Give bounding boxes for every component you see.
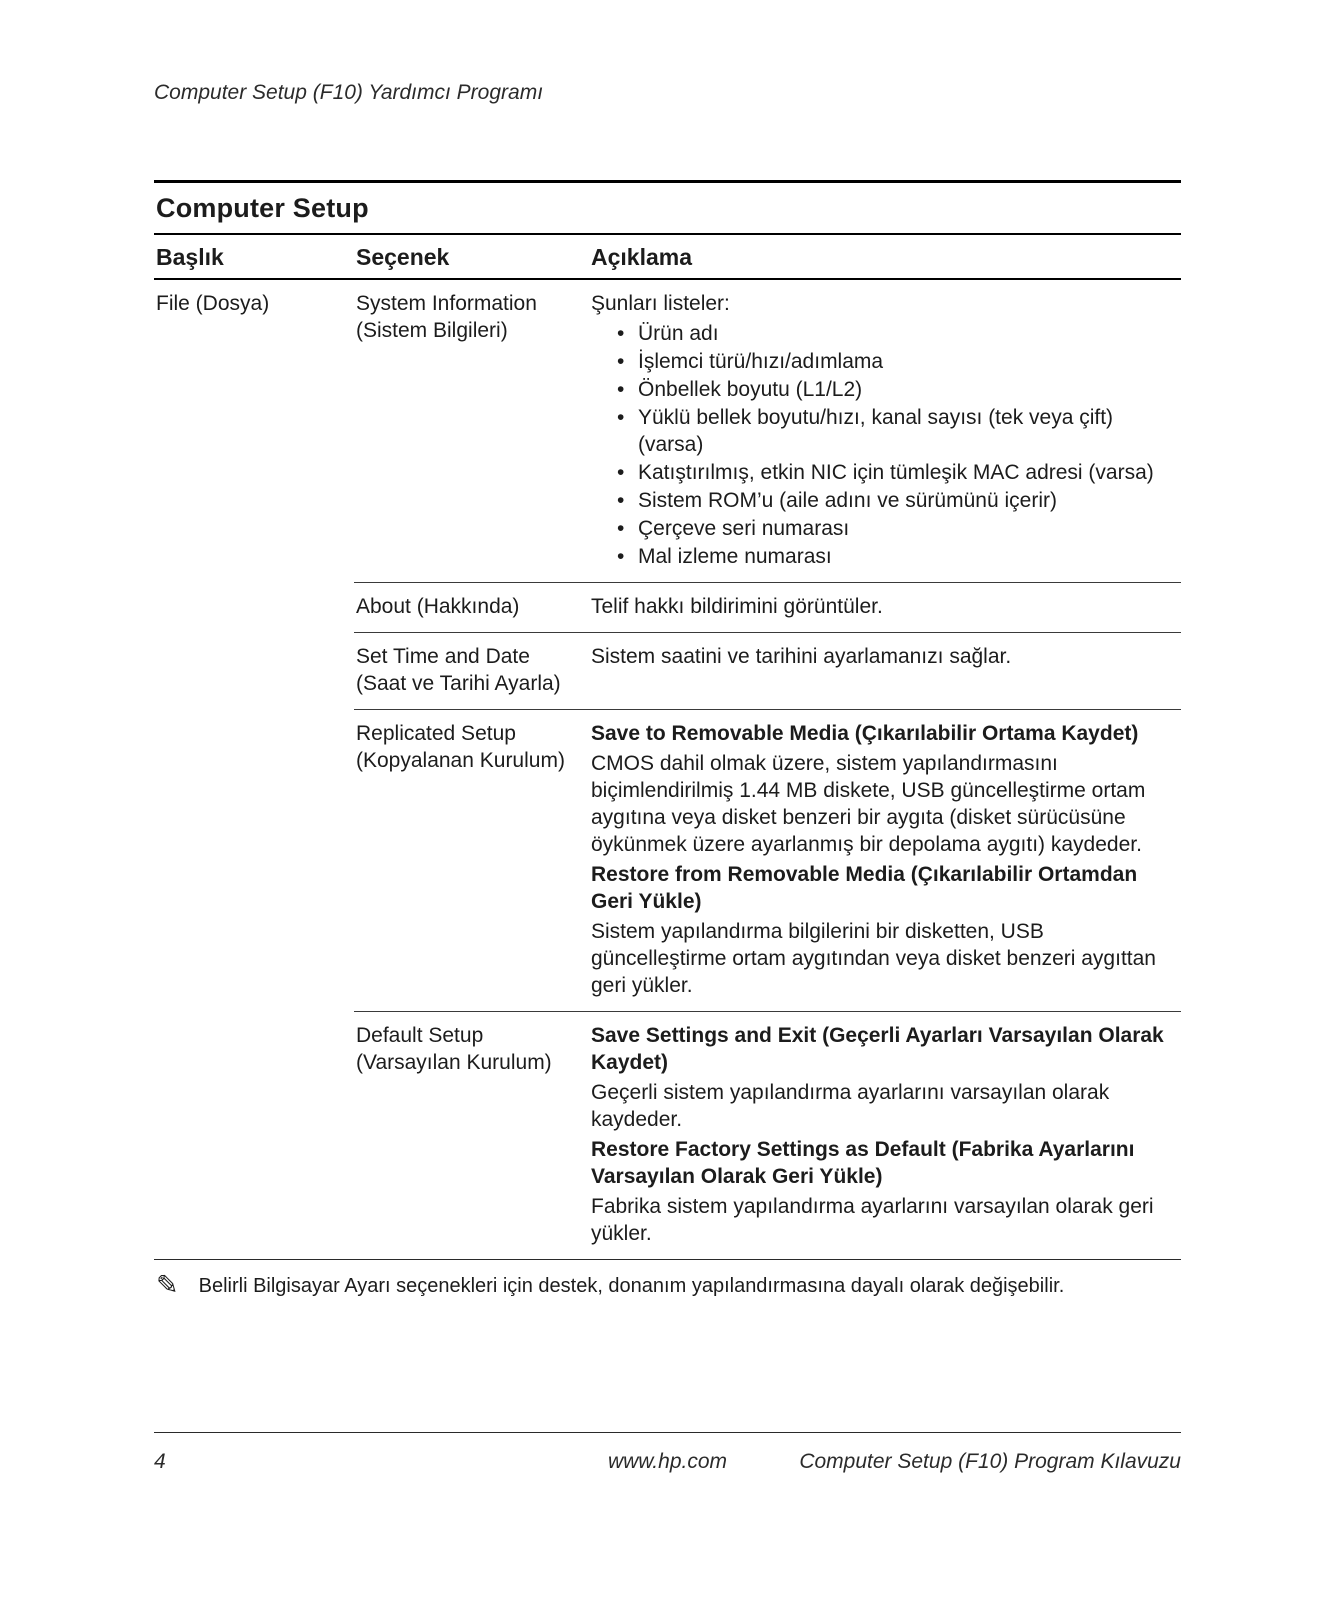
option-line: (Kopyalanan Kurulum) (356, 749, 565, 772)
page-number: 4 (154, 1450, 166, 1473)
bullet-item: • İşlemci türü/hızı/adımlama (617, 348, 1181, 375)
table-row (154, 583, 1181, 632)
option-line: Set Time and Date (356, 645, 530, 668)
column-header-secenek: Seçenek (356, 244, 450, 270)
cell-aciklama (591, 720, 1181, 999)
cell-aciklama (591, 643, 1181, 697)
description-text: Telif hakkı bildirimini görüntüler. (591, 595, 883, 618)
footer-doc-title: Computer Setup (F10) Program Kılavuzu (799, 1450, 1181, 1473)
option-line: (Sistem Bilgileri) (356, 319, 508, 342)
bullet-item: • Mal izleme numarası (617, 543, 1181, 570)
footnote (154, 1260, 1181, 1314)
description-heading: Restore from Removable Media (Çıkarılabilir Ortamdan Geri Yükle) (591, 863, 1138, 913)
bullet-list (591, 320, 1181, 570)
table-row (154, 280, 1181, 582)
column-header-aciklama: Açıklama (591, 244, 693, 270)
page-content (154, 0, 1181, 1314)
page-footer (154, 1449, 1181, 1475)
cell-aciklama (591, 1022, 1181, 1247)
cell-secenek (356, 720, 591, 999)
footer-divider (154, 1432, 1181, 1433)
cell-secenek (356, 290, 591, 570)
description-text: Şunları listeler: (591, 292, 730, 315)
footer-url: www.hp.com (607, 1450, 728, 1473)
description-heading: Save to Removable Media (Çıkarılabilir Ortama Kaydet) (591, 722, 1139, 745)
description-text: Fabrika sistem yapılandırma ayarlarını varsayılan olarak geri yükler. (591, 1195, 1154, 1245)
description-text: CMOS dahil olmak üzere, sistem yapılandırmasını biçimlendirilmiş 1.44 MB diskete, USB güncelleştirme ortam aygıtına veya disket benzeri bir aygıta (disket sürücüsüne öykünmek üzere ayarlanmış bir depolama aygıtı) kaydeder. (591, 752, 1146, 856)
cell-secenek (356, 643, 591, 697)
cell-baslik (156, 720, 356, 999)
cell-baslik: File (Dosya) (156, 292, 270, 315)
description-text: Sistem saatini ve tarihini ayarlamanızı sağlar. (591, 645, 1012, 668)
cell-baslik (156, 593, 356, 620)
description-text: Geçerli sistem yapılandırma ayarlarını varsayılan olarak kaydeder. (591, 1081, 1110, 1131)
running-header: Computer Setup (F10) Yardımcı Programı (154, 81, 544, 104)
table-column-headers (154, 235, 1181, 280)
bullet-item: • Önbellek boyutu (L1/L2) (617, 376, 1181, 403)
cell-baslik (156, 643, 356, 697)
option-line: Replicated Setup (356, 722, 516, 745)
bullet-item: • Çerçeve seri numarası (617, 515, 1181, 542)
computer-setup-table (154, 180, 1181, 1260)
description-heading: Save Settings and Exit (Geçerli Ayarları Varsayılan Olarak Kaydet) (591, 1024, 1164, 1074)
option-line: About (Hakkında) (356, 595, 520, 618)
cell-aciklama (591, 593, 1181, 620)
bullet-item: • Katıştırılmış, etkin NIC için tümleşik MAC adresi (varsa) (617, 459, 1181, 486)
column-header-baslik: Başlık (156, 244, 224, 270)
bullet-item: • Sistem ROM’u (aile adını ve sürümünü içerir) (617, 487, 1181, 514)
cell-secenek (356, 1022, 591, 1247)
table-row (154, 633, 1181, 709)
description-heading: Restore Factory Settings as Default (Fabrika Ayarlarını Varsayılan Olarak Geri Yükle) (591, 1138, 1135, 1188)
cell-secenek (356, 593, 591, 620)
cell-aciklama (591, 290, 1181, 570)
footnote-text: Belirli Bilgisayar Ayarı seçenekleri için destek, donanım yapılandırmasına dayalı olarak değişebilir. (198, 1275, 1065, 1297)
note-pencil-icon: ✎ (156, 1270, 179, 1300)
cell-baslik (156, 1022, 356, 1247)
option-line: (Varsayılan Kurulum) (356, 1051, 552, 1074)
option-line: Default Setup (356, 1024, 484, 1047)
option-line: System Information (356, 292, 537, 315)
bullet-item: • Yüklü bellek boyutu/hızı, kanal sayısı (tek veya çift) (varsa) (617, 404, 1181, 458)
table-row (154, 1012, 1181, 1259)
table-body (154, 280, 1181, 1259)
description-text: Sistem yapılandırma bilgilerini bir disketten, USB güncelleştirme ortam aygıtından veya disket benzeri aygıttan geri yükler. (591, 920, 1156, 997)
table-row (154, 710, 1181, 1011)
option-line: (Saat ve Tarihi Ayarla) (356, 672, 561, 695)
table-title: Computer Setup (154, 180, 1181, 235)
bullet-item: • Ürün adı (617, 320, 1181, 347)
